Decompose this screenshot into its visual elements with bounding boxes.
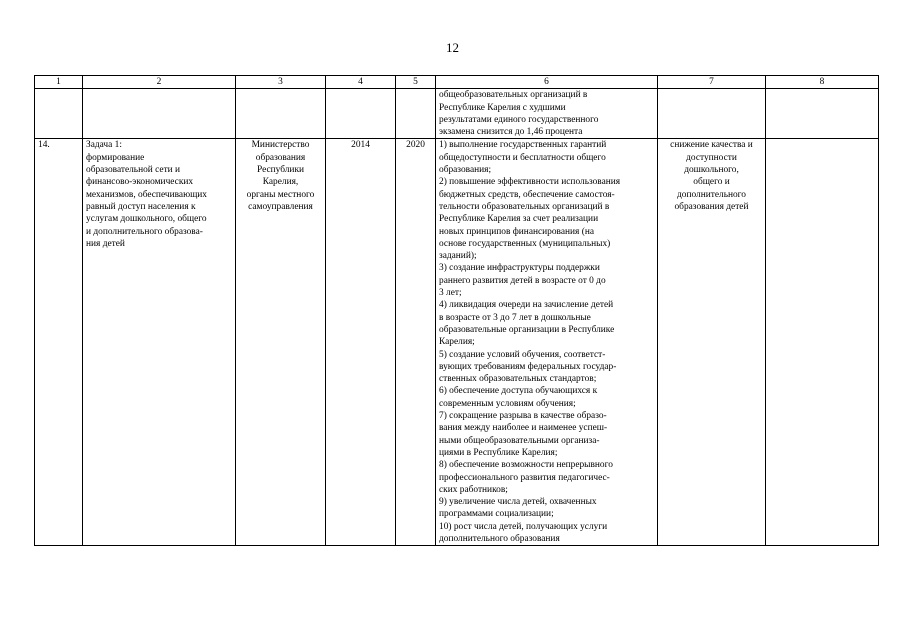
- text-line: раннего развития детей в возрасте от 0 до: [439, 275, 606, 286]
- text-line: и дополнительного образова-: [86, 226, 203, 237]
- text-line: 7) сокращение разрыва в качестве образо-: [439, 411, 607, 422]
- text-line: механизмов, обеспечивающих: [86, 189, 207, 200]
- continuation-row: [35, 89, 879, 139]
- text-line: 3 лет;: [439, 288, 462, 299]
- document-table: [34, 75, 879, 546]
- text-line: услугам дошкольного, общего: [86, 214, 207, 225]
- column-8-cell: [766, 139, 879, 546]
- text-line: в возрасте от 3 до 7 лет в дошкольные: [439, 312, 591, 323]
- text-line: 6) обеспечение доступа обучающихся к: [439, 386, 598, 397]
- empty-cell: [35, 89, 83, 139]
- text-line: равный доступ населения к: [86, 201, 196, 212]
- text-line: циями в Республике Карелия;: [439, 447, 558, 458]
- text-line: заданий);: [439, 251, 477, 262]
- text-line: дошкольного,: [684, 165, 739, 176]
- text-line: ских работников;: [439, 484, 508, 495]
- text-line: 4) ликвидация очереди на зачисление детей: [439, 300, 614, 311]
- text-line: ными общеобразовательными организа-: [439, 435, 600, 446]
- column-number: 6: [436, 76, 658, 89]
- text-line: 8) обеспечение возможности непрерывного: [439, 460, 613, 471]
- continuation-results-cell: [436, 89, 658, 139]
- empty-cell: [766, 89, 879, 139]
- text-line: образования;: [439, 165, 492, 176]
- text-line: 3) создание инфраструктуры поддержки: [439, 263, 600, 274]
- text-line: образовательной сети и: [86, 165, 181, 176]
- text-line: ния детей: [86, 238, 125, 249]
- text-line: Карелия;: [439, 337, 475, 348]
- text-line: 1) выполнение государственных гарантий: [439, 140, 607, 151]
- consequences-cell: [658, 139, 766, 546]
- text-line: 10) рост числа детей, получающих услуги: [439, 521, 608, 532]
- table-row-14: [35, 139, 879, 546]
- text-line: результатами единого государственного: [439, 114, 599, 125]
- empty-cell: [326, 89, 396, 139]
- end-year-cell: 2020: [396, 139, 436, 546]
- text-line: финансово-экономических: [86, 177, 194, 188]
- column-number: 5: [396, 76, 436, 89]
- text-line: современным условиям обучения;: [439, 398, 576, 409]
- text-line: вания между наиболее и наименее успеш-: [439, 423, 608, 434]
- text-line: тельности образовательных организаций в: [439, 201, 610, 212]
- text-line: общедоступности и бесплатности общего: [439, 152, 606, 163]
- text-line: 2) повышение эффективности использования: [439, 177, 621, 188]
- text-line: 5) создание условий обучения, соответст-: [439, 349, 606, 360]
- text-line: Задача 1:: [86, 140, 122, 151]
- text-line: Республике Карелия с худшими: [439, 102, 566, 113]
- text-line: Министерство: [251, 140, 310, 151]
- empty-cell: [396, 89, 436, 139]
- text-line: общего и: [693, 177, 730, 188]
- text-line: новых принципов финансирования (на: [439, 226, 595, 237]
- start-year-cell: 2014: [326, 139, 396, 546]
- column-number: 1: [35, 76, 83, 89]
- column-number-row: [35, 76, 879, 89]
- text-line: бюджетных средств, обеспечение самостоя-: [439, 189, 615, 200]
- text-line: основе государственных (муниципальных): [439, 238, 611, 249]
- text-line: Республики: [256, 165, 305, 176]
- empty-cell: [83, 89, 236, 139]
- column-number: 2: [83, 76, 236, 89]
- text-line: образования: [255, 152, 306, 163]
- executor-cell: [236, 139, 326, 546]
- text-line: доступности: [686, 152, 737, 163]
- text-line: образовательные организации в Республике: [439, 324, 615, 335]
- task-cell: [83, 139, 236, 546]
- column-number: 8: [766, 76, 879, 89]
- text-line: формирование: [86, 152, 145, 163]
- results-cell: [436, 139, 658, 546]
- text-line: дополнительного образования: [439, 533, 560, 544]
- empty-cell: [658, 89, 766, 139]
- text-line: Республике Карелия за счет реализации: [439, 214, 599, 225]
- text-line: 9) увеличение числа детей, охваченных: [439, 497, 597, 508]
- text-line: экзамена снизится до 1,46 процента: [439, 127, 583, 138]
- text-line: самоуправления: [248, 201, 313, 212]
- text-line: общеобразовательных организаций в: [439, 90, 588, 101]
- column-number: 3: [236, 76, 326, 89]
- text-line: профессионального развития педагогичес-: [439, 472, 610, 483]
- column-number: 7: [658, 76, 766, 89]
- text-line: ственных образовательных стандартов;: [439, 374, 597, 385]
- text-line: дополнительного: [677, 189, 746, 200]
- text-line: вующих требованиям федеральных государ-: [439, 361, 617, 372]
- row-number-cell: 14.: [35, 139, 83, 546]
- text-line: образования детей: [674, 201, 749, 212]
- empty-cell: [236, 89, 326, 139]
- text-line: органы местного: [246, 189, 315, 200]
- column-number: 4: [326, 76, 396, 89]
- page-number: 12: [446, 40, 459, 55]
- text-line: снижение качества и: [670, 140, 753, 151]
- text-line: Карелия,: [262, 177, 299, 188]
- text-line: программами социализации;: [439, 509, 554, 520]
